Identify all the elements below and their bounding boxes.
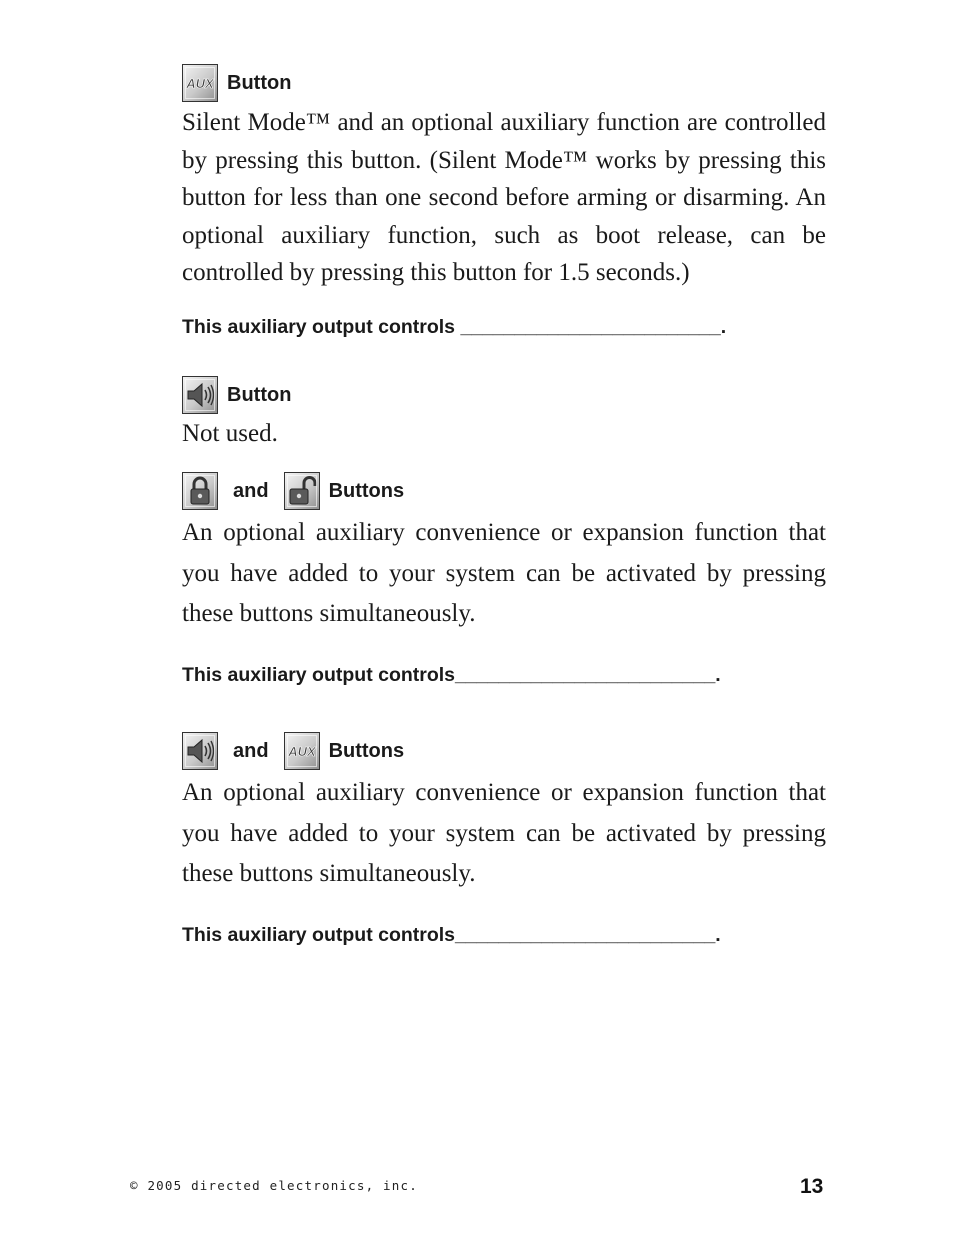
speaker-icon — [182, 732, 218, 770]
page-number: 13 — [800, 1175, 824, 1198]
speaker-icon — [182, 376, 218, 414]
aux-icon — [182, 64, 218, 102]
heading-label: Buttons — [328, 739, 405, 762]
speaker-aux-output-controls-line: This auxiliary output controls________________________. — [182, 924, 721, 946]
heading-connector: and — [233, 479, 269, 502]
heading-connector: and — [233, 739, 269, 762]
aux-output-controls-line: This auxiliary output controls ________________________. — [182, 316, 727, 338]
unlock-icon — [284, 472, 320, 510]
lock-unlock-description: An optional auxiliary convenience or expansion function that you have added to your system can be activated by pressing these buttons simultaneously. — [182, 519, 826, 627]
svg-text:AUX: AUX — [287, 744, 316, 759]
heading-label: Button — [227, 71, 292, 94]
aux-button-heading — [182, 64, 291, 102]
lock-unlock-buttons-heading — [182, 472, 404, 510]
aux-button-description: Silent Mode™ and an optional auxiliary function are controlled by pressing this button. (Silent Mode™ works by pressing this button for less than one second before arming or disarming. An optional auxiliary function, such as boot release, can be controlled by pressing this button for 1.5 seconds.) — [182, 109, 826, 286]
aux-icon — [284, 732, 320, 770]
heading-label: Button — [227, 383, 292, 406]
speaker-aux-buttons-heading — [182, 732, 404, 770]
heading-label: Buttons — [328, 479, 405, 502]
speaker-aux-description: An optional auxiliary convenience or expansion function that you have added to your system can be activated by pressing these buttons simultaneously. — [182, 779, 826, 887]
speaker-button-heading — [182, 376, 291, 414]
speaker-button-description: Not used. — [182, 420, 278, 447]
lock-unlock-output-controls-line: This auxiliary output controls________________________. — [182, 664, 721, 686]
lock-icon — [182, 472, 218, 510]
svg-text:AUX: AUX — [186, 76, 214, 91]
copyright-footer: © 2005 directed electronics, inc. — [130, 1178, 418, 1193]
